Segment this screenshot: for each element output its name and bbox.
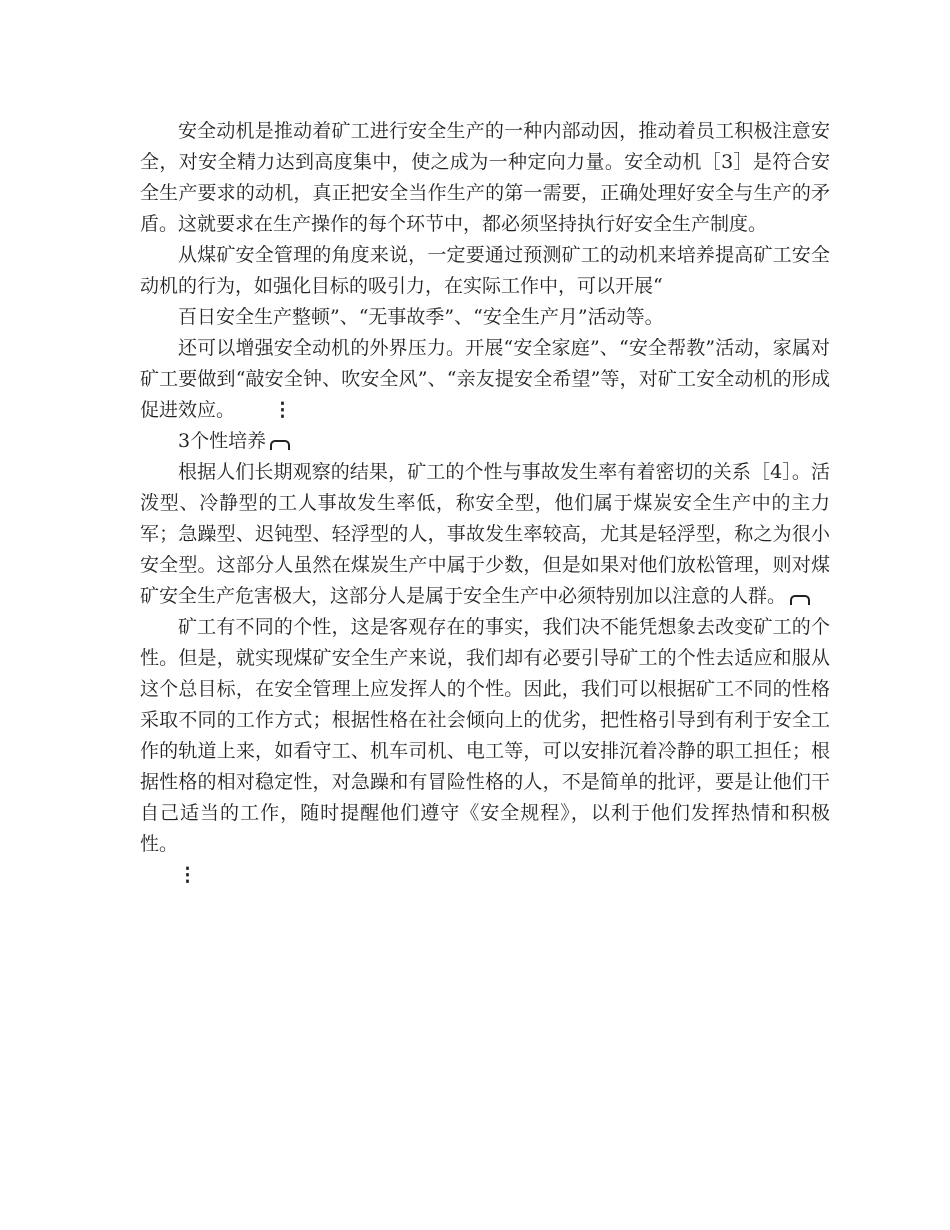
paragraph-safety-motive: 安全动机是推动着矿工进行安全生产的一种内部动因，推动着员工积极注意安全，对安全精力达到高度集中，使之成为一种定向力量。安全动机［3］是符合安全生产要求的动机，真正把安全当作生产的第一需要，正确处理好安全与生产的矛盾。这就要求在生产操作的每个环节中，都必须坚持执行好安全生产制度。 (140, 120, 830, 235)
section-heading (140, 426, 830, 457)
trailing-marker (140, 860, 830, 891)
paragraph-personality-guidance: 矿工有不同的个性，这是客观存在的事实，我们决不能凭想象去改变矿工的个性。但是，就实现煤矿安全生产来说，我们却有必要引导矿工的个性去适应和服从这个总目标，在安全管理上应发挥人的个性。因此，我们可以根据矿工不同的性格采取不同的工作方式；根据性格在社会倾向上的优劣，把性格引导到有利于安全工作的轨道上来，如看守工、机车司机、电工等，可以安排沉着冷静的职工担任；根据性格的相对稳定性，对急躁和有冒险性格的人，不是简单的批评，要是让他们干自己适当的工作，随时提醒他们遵守《安全规程》，以利于他们发挥热情和积极性。 (140, 616, 830, 855)
document-body (140, 116, 830, 891)
paragraph-management-angle: 从煤矿安全管理的角度来说，一定要通过预测矿工的动机来培养提高矿工安全动机的行为，如强化目标的吸引力，在实际工作中，可以开展“ (140, 244, 830, 297)
bracket-mark-icon (270, 440, 290, 450)
paragraph-activities: 百日安全生产整顿”、“无事故季”、“安全生产月”活动等。 (178, 306, 664, 328)
paragraph-personality-accidents (140, 457, 830, 612)
section-heading-text: 3个性培养 (178, 430, 267, 452)
vertical-ellipsis-icon: ⋮ (178, 864, 197, 886)
bracket-mark-icon (790, 595, 810, 605)
paragraph-personality-accidents-text: 根据人们长期观察的结果，矿工的个性与事故发生率有着密切的关系［4］。活泼型、冷静型的工人事故发生率低，称安全型，他们属于煤炭安全生产中的主力军；急躁型、迟钝型、轻浮型的人，事故发生率较高，尤其是轻浮型，称之为很小安全型。这部分人虽然在煤炭生产中属于少数，但是如果对他们放松管理，则对煤矿安全生产危害极大，这部分人是属于安全生产中必须特别加以注意的人群。 (140, 461, 830, 607)
paragraph-external-pressure-text: 还可以增强安全动机的外界压力。开展“安全家庭”、“安全帮教”活动，家属对矿工要做到“敲安全钟、吹安全风”、“亲友提安全希望”等，对矿工安全动机的形成促进效应。 (140, 337, 830, 421)
vertical-ellipsis-icon: ⋮ (273, 399, 293, 421)
paragraph-external-pressure (140, 333, 830, 426)
